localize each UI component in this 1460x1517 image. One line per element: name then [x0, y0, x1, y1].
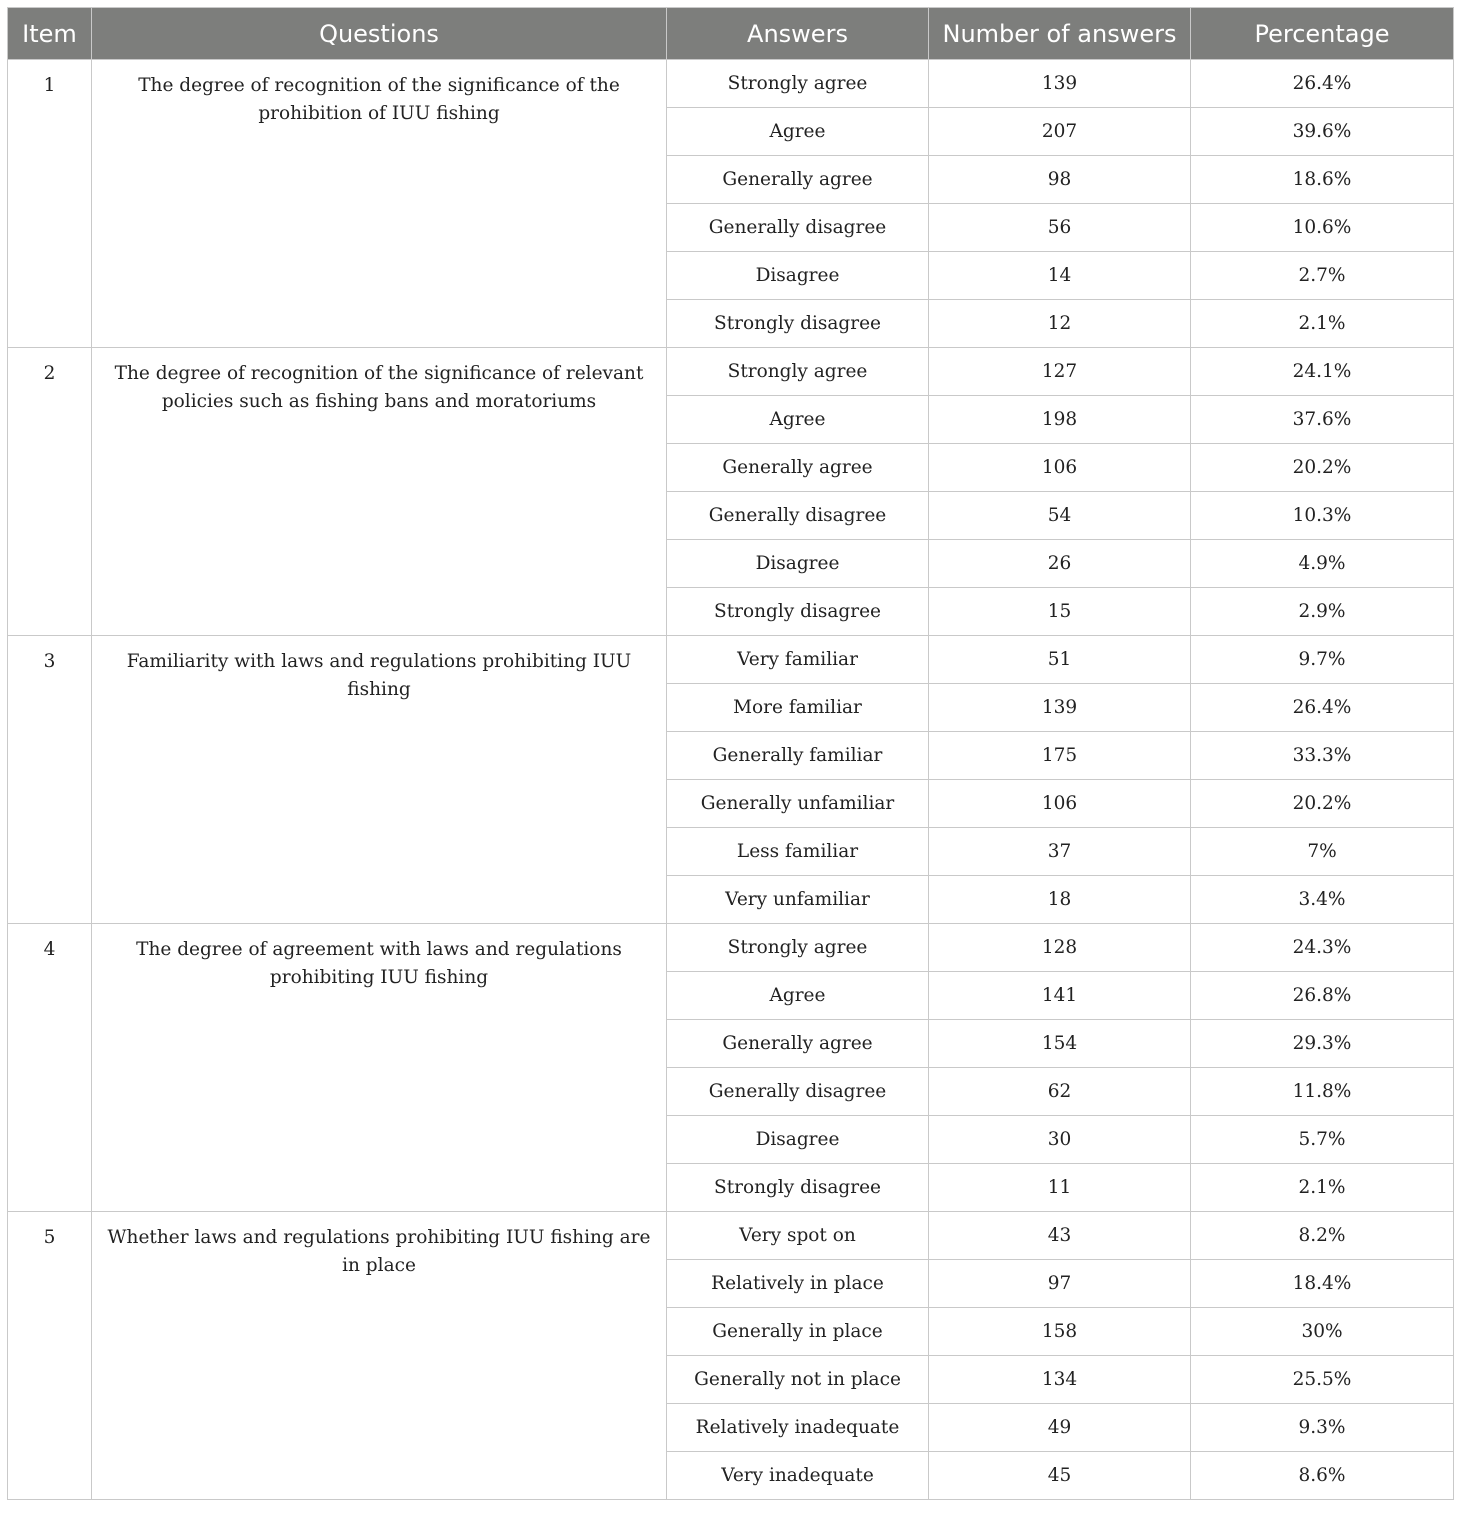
answer-cell: Strongly disagree: [667, 300, 929, 348]
answer-cell: Generally disagree: [667, 1068, 929, 1116]
answer-count-cell: 15: [929, 588, 1191, 636]
answer-count-cell: 45: [929, 1452, 1191, 1500]
item-number-cell: 5: [8, 1212, 92, 1500]
table-body: [8, 60, 1454, 1500]
percentage-cell: 2.1%: [1191, 1164, 1454, 1212]
answer-cell: Agree: [667, 396, 929, 444]
answer-count-cell: 26: [929, 540, 1191, 588]
percentage-cell: 9.3%: [1191, 1404, 1454, 1452]
percentage-cell: 9.7%: [1191, 636, 1454, 684]
percentage-cell: 11.8%: [1191, 1068, 1454, 1116]
answer-cell: Very unfamiliar: [667, 876, 929, 924]
percentage-cell: 18.6%: [1191, 156, 1454, 204]
table-row: [8, 348, 1454, 396]
answer-count-cell: 11: [929, 1164, 1191, 1212]
answer-count-cell: 154: [929, 1020, 1191, 1068]
answer-count-cell: 43: [929, 1212, 1191, 1260]
percentage-cell: 25.5%: [1191, 1356, 1454, 1404]
item-number-cell: 2: [8, 348, 92, 636]
percentage-cell: 20.2%: [1191, 780, 1454, 828]
answer-cell: Strongly agree: [667, 924, 929, 972]
header-row: [8, 8, 1454, 60]
percentage-cell: 26.4%: [1191, 60, 1454, 108]
survey-table: [7, 7, 1454, 1500]
answer-cell: Very inadequate: [667, 1452, 929, 1500]
answer-cell: Disagree: [667, 1116, 929, 1164]
answer-count-cell: 12: [929, 300, 1191, 348]
answer-count-cell: 106: [929, 780, 1191, 828]
percentage-cell: 8.6%: [1191, 1452, 1454, 1500]
answer-cell: Less familiar: [667, 828, 929, 876]
percentage-cell: 26.8%: [1191, 972, 1454, 1020]
percentage-cell: 2.9%: [1191, 588, 1454, 636]
percentage-cell: 24.3%: [1191, 924, 1454, 972]
answer-cell: Generally unfamiliar: [667, 780, 929, 828]
header-number-of-answers: Number of answers: [929, 8, 1191, 60]
answer-cell: Strongly disagree: [667, 588, 929, 636]
answer-count-cell: 18: [929, 876, 1191, 924]
question-cell: The degree of recognition of the significance of relevant policies such as fishing bans and moratoriums: [92, 348, 667, 636]
answer-count-cell: 54: [929, 492, 1191, 540]
item-number-cell: 1: [8, 60, 92, 348]
answer-count-cell: 127: [929, 348, 1191, 396]
answer-cell: Generally disagree: [667, 204, 929, 252]
header-item: Item: [8, 8, 92, 60]
table-row: [8, 924, 1454, 972]
answer-cell: Generally agree: [667, 444, 929, 492]
header-questions: Questions: [92, 8, 667, 60]
answer-cell: Agree: [667, 108, 929, 156]
answer-cell: Generally not in place: [667, 1356, 929, 1404]
answer-cell: Strongly disagree: [667, 1164, 929, 1212]
percentage-cell: 20.2%: [1191, 444, 1454, 492]
percentage-cell: 2.7%: [1191, 252, 1454, 300]
answer-count-cell: 30: [929, 1116, 1191, 1164]
answer-count-cell: 134: [929, 1356, 1191, 1404]
item-number-cell: 4: [8, 924, 92, 1212]
answer-count-cell: 37: [929, 828, 1191, 876]
percentage-cell: 10.6%: [1191, 204, 1454, 252]
answer-cell: Generally in place: [667, 1308, 929, 1356]
answer-count-cell: 98: [929, 156, 1191, 204]
question-cell: Whether laws and regulations prohibiting IUU fishing are in place: [92, 1212, 667, 1500]
answer-cell: Very spot on: [667, 1212, 929, 1260]
answer-count-cell: 51: [929, 636, 1191, 684]
answer-cell: More familiar: [667, 684, 929, 732]
percentage-cell: 5.7%: [1191, 1116, 1454, 1164]
answer-cell: Strongly agree: [667, 348, 929, 396]
percentage-cell: 24.1%: [1191, 348, 1454, 396]
answer-count-cell: 198: [929, 396, 1191, 444]
answer-count-cell: 139: [929, 684, 1191, 732]
percentage-cell: 10.3%: [1191, 492, 1454, 540]
answer-count-cell: 106: [929, 444, 1191, 492]
percentage-cell: 33.3%: [1191, 732, 1454, 780]
table-row: [8, 636, 1454, 684]
answer-cell: Disagree: [667, 252, 929, 300]
answer-count-cell: 97: [929, 1260, 1191, 1308]
answer-cell: Relatively in place: [667, 1260, 929, 1308]
percentage-cell: 39.6%: [1191, 108, 1454, 156]
question-cell: Familiarity with laws and regulations prohibiting IUU fishing: [92, 636, 667, 924]
answer-count-cell: 141: [929, 972, 1191, 1020]
survey-table-container: [7, 7, 1453, 1500]
percentage-cell: 3.4%: [1191, 876, 1454, 924]
table-header: [8, 8, 1454, 60]
answer-cell: Agree: [667, 972, 929, 1020]
question-cell: The degree of recognition of the significance of the prohibition of IUU fishing: [92, 60, 667, 348]
answer-count-cell: 207: [929, 108, 1191, 156]
percentage-cell: 18.4%: [1191, 1260, 1454, 1308]
answer-cell: Strongly agree: [667, 60, 929, 108]
answer-count-cell: 62: [929, 1068, 1191, 1116]
answer-count-cell: 128: [929, 924, 1191, 972]
answer-cell: Relatively inadequate: [667, 1404, 929, 1452]
percentage-cell: 26.4%: [1191, 684, 1454, 732]
answer-cell: Generally familiar: [667, 732, 929, 780]
answer-cell: Disagree: [667, 540, 929, 588]
answer-count-cell: 139: [929, 60, 1191, 108]
answer-cell: Generally agree: [667, 156, 929, 204]
percentage-cell: 29.3%: [1191, 1020, 1454, 1068]
answer-cell: Very familiar: [667, 636, 929, 684]
question-cell: The degree of agreement with laws and regulations prohibiting IUU fishing: [92, 924, 667, 1212]
answer-count-cell: 158: [929, 1308, 1191, 1356]
percentage-cell: 8.2%: [1191, 1212, 1454, 1260]
header-percentage: Percentage: [1191, 8, 1454, 60]
percentage-cell: 4.9%: [1191, 540, 1454, 588]
table-row: [8, 1212, 1454, 1260]
answer-cell: Generally agree: [667, 1020, 929, 1068]
answer-count-cell: 56: [929, 204, 1191, 252]
header-answers: Answers: [667, 8, 929, 60]
table-row: [8, 60, 1454, 108]
percentage-cell: 2.1%: [1191, 300, 1454, 348]
answer-cell: Generally disagree: [667, 492, 929, 540]
answer-count-cell: 14: [929, 252, 1191, 300]
percentage-cell: 37.6%: [1191, 396, 1454, 444]
percentage-cell: 7%: [1191, 828, 1454, 876]
item-number-cell: 3: [8, 636, 92, 924]
percentage-cell: 30%: [1191, 1308, 1454, 1356]
answer-count-cell: 49: [929, 1404, 1191, 1452]
answer-count-cell: 175: [929, 732, 1191, 780]
